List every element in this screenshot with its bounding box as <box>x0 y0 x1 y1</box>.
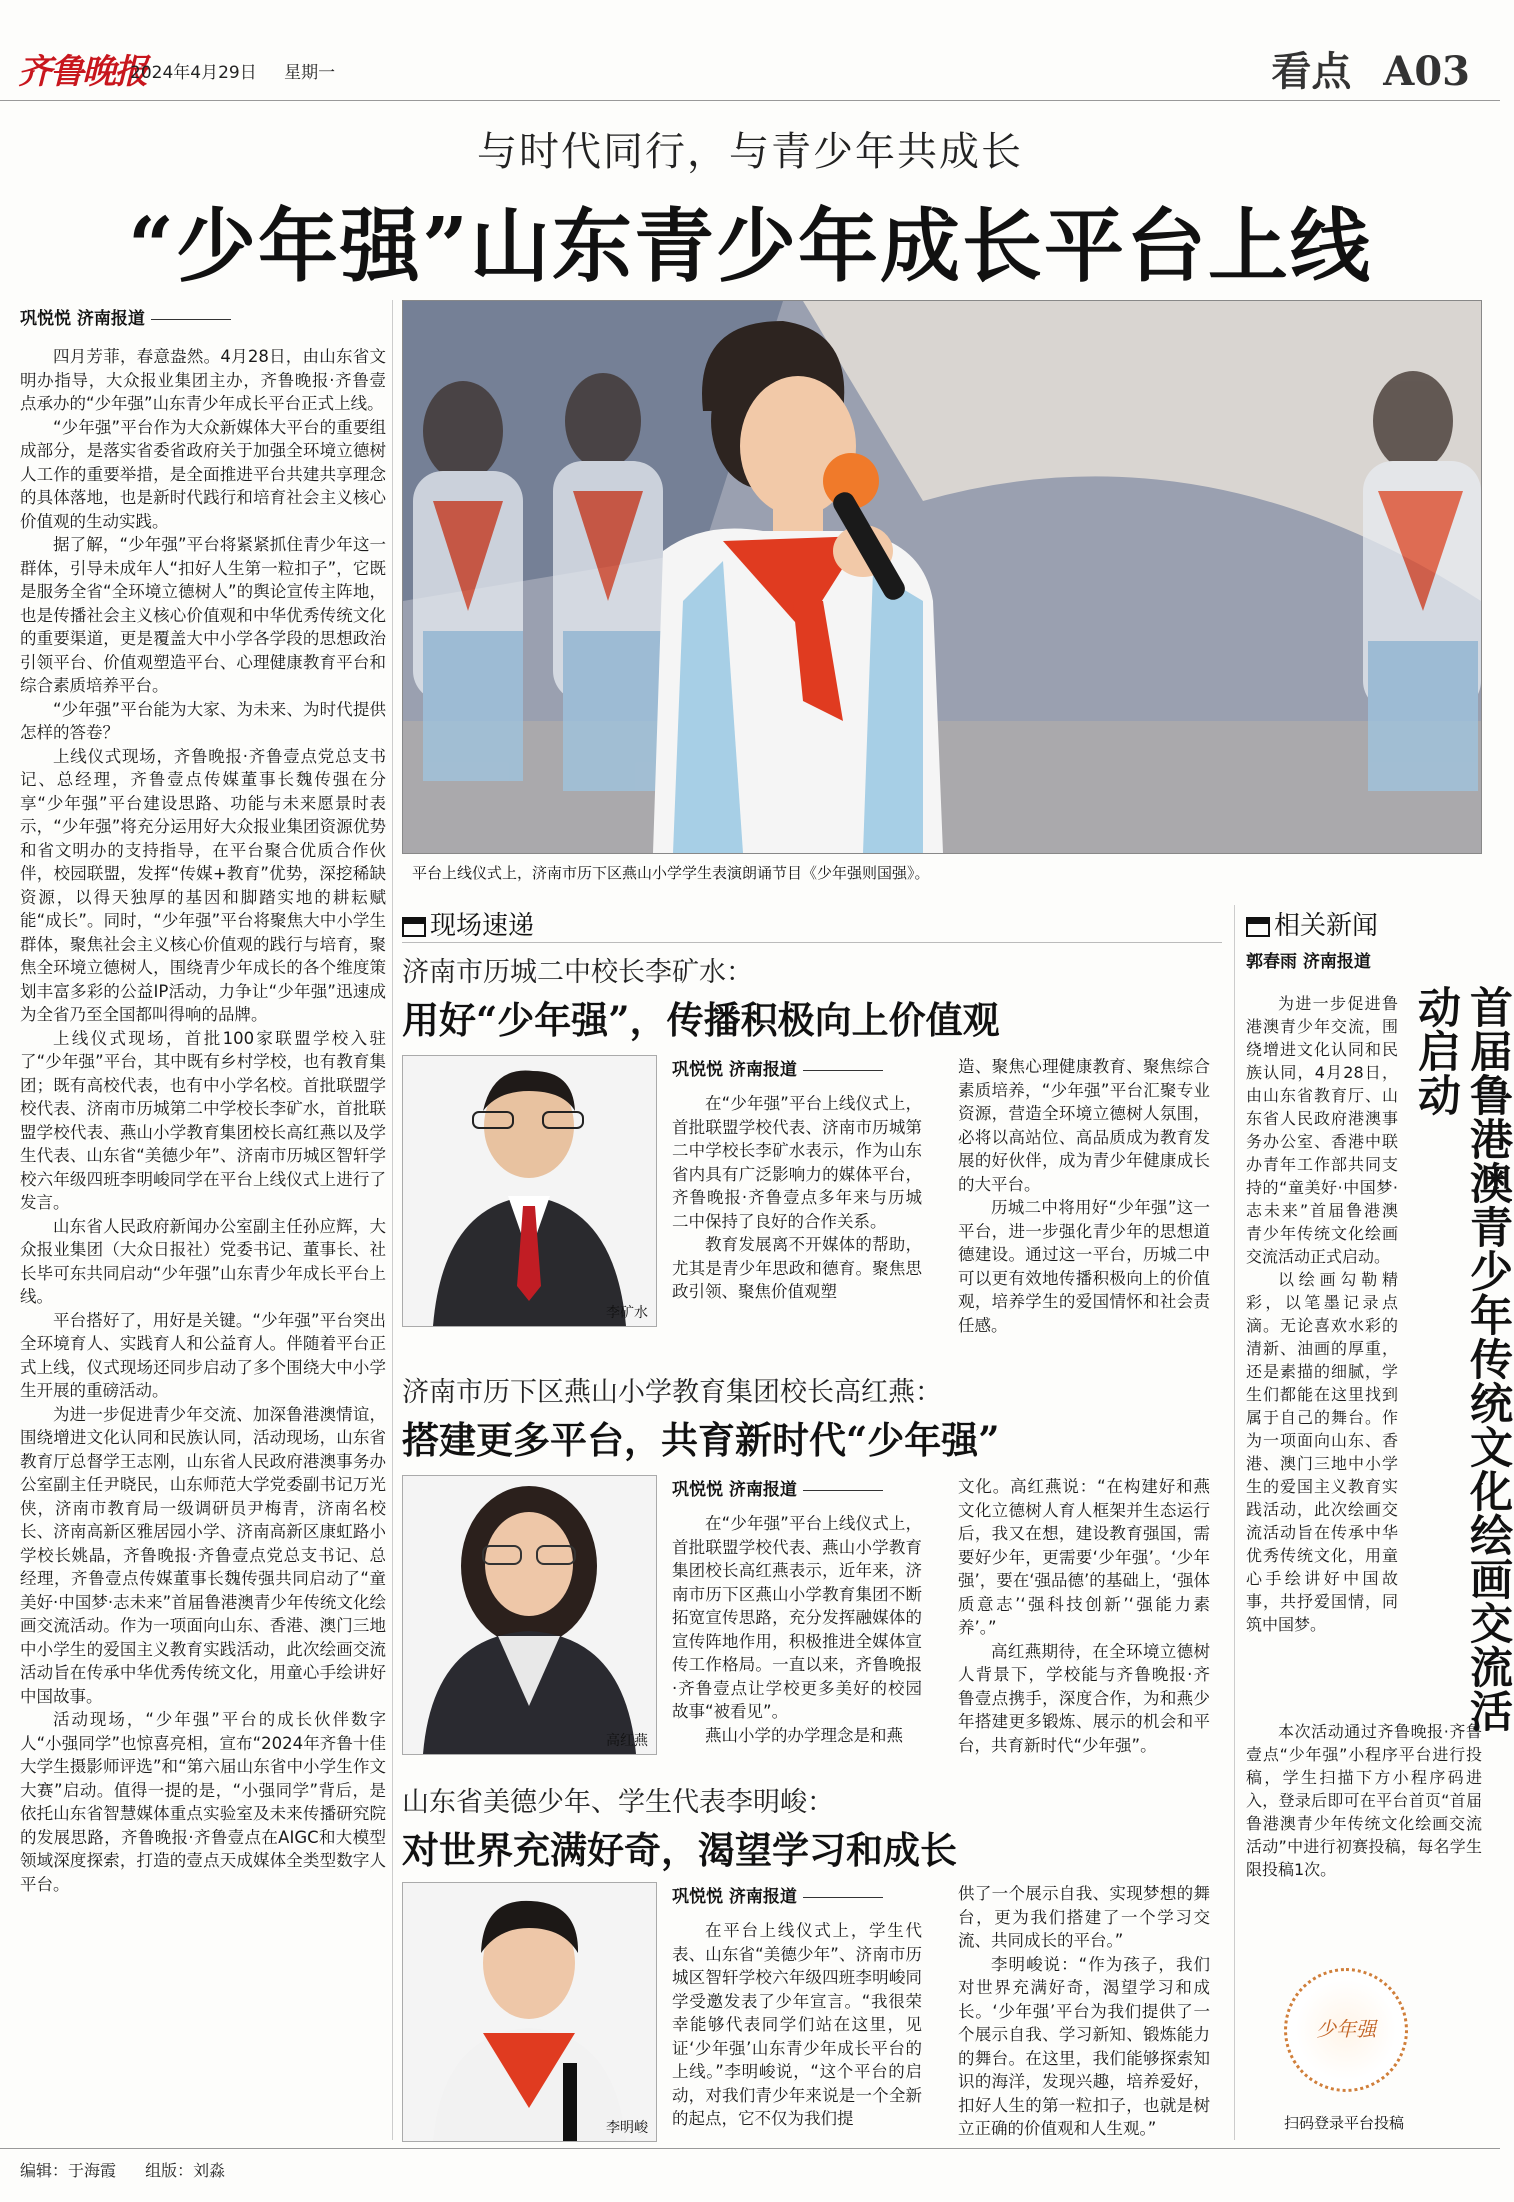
story1-portrait <box>402 1055 657 1327</box>
qr-caption: 扫码登录平台投稿 <box>1284 2114 1405 2132</box>
lead-headline: “少年强”山东青少年成长平台上线 <box>127 199 1373 293</box>
portrait-label: 高红燕 <box>606 1733 648 1749</box>
story3-kicker: 山东省美德少年、学生代表李明峻： <box>402 1787 834 1818</box>
layout-credit: 组版：刘淼 <box>145 2161 226 2180</box>
story-paragraph: 供了一个展示自我、实现梦想的舞台，更为我们搭建了一个学习交流、共同成长的平台。” <box>958 1884 1210 1950</box>
story-paragraph: 历城二中将用好“少年强”这一平台，进一步强化青少年的思想道德建设。通过这一平台，历城二中可以更有效地传播积极向上的价值观，培养学生的爱国情怀和社会责任感。 <box>958 1198 1210 1335</box>
story2-byline <box>672 1475 883 1500</box>
lead-paragraph: 平台搭好了，用好是关键。“少年强”平台突出全环境育人、实践育人和公益育人。伴随着平台正式上线，仪式现场还同步启动了多个围绕大中小学生开展的重磅活动。 <box>20 1310 386 1400</box>
masthead-divider <box>0 100 1500 101</box>
lead-paragraph: 四月芳菲，春意盎然。4月28日，由山东省文明办指导，大众报业集团主办，齐鲁晚报·齐鲁壹点承办的“少年强”山东青少年成长平台正式上线。 <box>20 347 386 413</box>
related-paragraph: 本次活动通过齐鲁晚报·齐鲁壹点“少年强”小程序平台进行投稿，学生扫描下方小程序码进入，登录后即可在平台首页“首届鲁港澳青少年传统文化绘画交流活动”中进行初赛投稿，每名学生限投稿1次。 <box>1246 1722 1482 1879</box>
page-number: A03 <box>1383 48 1470 95</box>
portrait-boy-illustration <box>403 1883 656 2141</box>
story-paragraph: 在平台上线仪式上，学生代表、山东省“美德少年”、济南市历城区智轩学校六年级四班李明峻同学受邀发表了少年宣言。“我很荣幸能够代表同学们站在这里，见证‘少年强’山东青少年成长平台的上线。”李明峻说，“这个平台的启动，对我们青少年来说是一个全新的起点，它不仅为我们提 <box>672 1921 922 2128</box>
lead-paragraph: 据了解，“少年强”平台将紧紧抓住青少年这一群体，引导未成年人“扣好人生第一粒扣子”，它既是服务全省“全环境立德树人”的舆论宣传主阵地，也是传播社会主义核心价值观和中华优秀传统文化的重要渠道，更是覆盖大中小学各学段的思想政治引领平台、价值观塑造平台、心理健康教育平台和综合素质培养平台。 <box>20 535 386 695</box>
section-box-icon <box>402 917 426 937</box>
hero-caption: 平台上线仪式上，济南市历下区燕山小学学生表演朗诵节目《少年强则国强》。 <box>412 864 930 882</box>
lead-paragraph: 山东省人民政府新闻办公室副主任孙应辉，大众报业集团（大众日报社）党委书记、董事长、社长毕可东共同启动“少年强”山东青少年成长平台上线。 <box>20 1216 386 1306</box>
story2-byline-text: 巩悦悦 济南报道 <box>672 1480 797 1500</box>
related-headline: 首届鲁港澳青少年传统文化绘画交流活动启动 <box>1411 985 1513 1733</box>
section-box-icon <box>1246 917 1270 937</box>
story3-portrait <box>402 1882 657 2142</box>
story3-byline <box>672 1882 883 1907</box>
lead-article-body <box>20 345 386 1896</box>
story-paragraph: 燕山小学的办学理念是和燕 <box>705 1725 903 1745</box>
mini-program-logo-text: 少年强 <box>1316 2017 1376 2041</box>
related-paragraph: 为进一步促进鲁港澳青少年交流，围绕增进文化认同和民族认同，4月28日，由山东省教育厅、山东省人民政府港澳事务办公室、香港中联办青年工作部共同支持的“童美好·中国梦·志未来”首届鲁港澳青少年传统文化绘画交流活动正式启动。 <box>1246 994 1398 1266</box>
story-paragraph: 李明峻说：“作为孩子，我们对世界充满好奇，渴望学习和成长。‘少年强’平台为我们提供了一个展示自我、学习新知、锻炼能力的舞台。在这里，我们能够探索知识的海洋，发现兴趣，培养爱好，扣好人生的第一粒扣子，也就是树立正确的价值观和人生观。” <box>958 1954 1210 2138</box>
story-paragraph: 造、聚焦心理健康教育、聚焦综合素质培养，“少年强”平台汇聚专业资源，营造全环境立德树人氛围，必将以高站位、高品质成为教育发展的好伙伴，成为青少年健康成长的大平台。 <box>958 1057 1210 1194</box>
story2-portrait <box>402 1475 657 1755</box>
story2-headline: 搭建更多平台，共育新时代“少年强” <box>402 1418 1000 1462</box>
story3-col2 <box>958 1882 1210 2141</box>
column-rule <box>1234 905 1235 2140</box>
portrait-label: 李矿水 <box>606 1305 648 1321</box>
story1-col1 <box>672 1092 922 1304</box>
story2-kicker: 济南市历下区燕山小学教育集团校长高红燕： <box>402 1377 942 1408</box>
hero-photo-illustration <box>403 301 1481 853</box>
story-paragraph: 在“少年强”平台上线仪式上，首批联盟学校代表、济南市历城第二中学校长李矿水表示，作为山东省内具有广泛影响力的媒体平台，齐鲁晚报·齐鲁壹点多年来与历城二中保持了良好的合作关系。 <box>672 1094 922 1231</box>
story-paragraph: 教育发展离不开媒体的帮助，尤其是青少年思政和德育。聚焦思政引领、聚焦价值观塑 <box>672 1235 922 1301</box>
story1-headline: 用好“少年强”，传播积极向上价值观 <box>402 998 1000 1042</box>
related-body-lower <box>1246 1720 1482 1881</box>
section-tag-text: 现场速递 <box>430 911 535 941</box>
related-body-upper <box>1246 992 1398 1636</box>
mini-program-code[interactable] <box>1284 1968 1408 2092</box>
issue-weekday: 星期一 <box>284 63 336 83</box>
lead-paragraph: 活动现场，“少年强”平台的成长伙伴数字人“小强同学”也惊喜亮相，宣布“2024年齐鲁十佳大学生摄影师评选”和“第六届山东省中小学生作文大赛”启动。值得一提的是，“小强同学”背后，是依托山东省智慧媒体重点实验室及未来传播研究院的发展思路，齐鲁晚报·齐鲁壹点在AIGC和大模型领域深度探索，打造的壹点天成媒体全类型数字人平台。 <box>20 1710 386 1894</box>
story1-byline-text: 巩悦悦 济南报道 <box>672 1060 797 1080</box>
editor-credit: 编辑：于海霞 <box>20 2161 117 2180</box>
portrait-man-illustration <box>403 1056 656 1326</box>
section-name: 看点 <box>1271 48 1352 95</box>
related-byline-text: 郭春雨 济南报道 <box>1246 952 1371 972</box>
story2-col2 <box>958 1475 1210 1757</box>
story3-col1 <box>672 1919 922 2131</box>
story-paragraph: 文化。高红燕说：“在构建好和燕文化立德树人育人框架并生态运行后，我又在想，建设教育强国，需要好少年，更需要‘少年强’。‘少年强’，要在‘强品德’的基础上，‘强体质意志’‘强科技创新’‘强能力素养’。” <box>958 1477 1210 1637</box>
lead-byline-text: 巩悦悦 济南报道 <box>20 309 145 329</box>
section-tag-field-news <box>402 905 534 942</box>
portrait-woman-illustration <box>403 1476 656 1754</box>
related-byline <box>1246 947 1371 972</box>
footer-divider <box>0 2148 1500 2149</box>
lead-byline <box>20 304 231 329</box>
related-paragraph: 以绘画勾勒精彩，以笔墨记录点滴。无论喜欢水彩的清新、油画的厚重，还是素描的细腻，学生们都能在这里找到属于自己的舞台。作为一项面向山东、香港、澳门三地中小学生的爱国主义教育实践活动，此次绘画交流活动旨在传承中华优秀传统文化，用童心手绘讲好中国故事，共抒爱国情，同筑中国梦。 <box>1246 1270 1398 1634</box>
story1-byline <box>672 1055 883 1080</box>
issue-date: 2024年4月29日 <box>130 63 257 83</box>
newspaper-logo: 齐鲁晚报 <box>18 52 146 92</box>
lead-paragraph: “少年强”平台能为大家、为未来、为时代提供怎样的答卷？ <box>20 699 386 742</box>
story3-headline: 对世界充满好奇，渴望学习和成长 <box>402 1828 957 1872</box>
section-tag-related-news <box>1246 905 1378 942</box>
hero-photo <box>402 300 1482 854</box>
story3-byline-text: 巩悦悦 济南报道 <box>672 1887 797 1907</box>
footer-credits <box>20 2158 249 2181</box>
lead-paragraph: 上线仪式现场，首批100家联盟学校入驻了“少年强”平台，其中既有乡村学校，也有教育集团；既有高校代表，也有中小学名校。首批联盟学校代表、济南市历城第二中学校长李矿水，首批联盟学校代表、燕山小学教育集团校长高红燕以及学生代表、山东省“美德少年”、济南市历城区智轩学校六年级四班李明峻同学在平台上线仪式上进行了发言。 <box>20 1028 386 1212</box>
story-paragraph: 高红燕期待，在全环境立德树人背景下，学校能与齐鲁晚报·齐鲁壹点携手，深度合作，为和燕少年搭建更多锻炼、展示的机会和平台，共育新时代“少年强”。 <box>958 1641 1210 1755</box>
story-paragraph: 在“少年强”平台上线仪式上，首批联盟学校代表、燕山小学教育集团校长高红燕表示，近年来，济南市历下区燕山小学教育集团不断拓宽宣传思路，充分发挥融媒体的宣传阵地作用，积极推进全媒体宣传工作格局。一直以来，齐鲁晚报·齐鲁壹点让学校更多美好的校园故事“被看见”。 <box>672 1514 922 1721</box>
portrait-label: 李明峻 <box>606 2120 648 2136</box>
section-tag-text: 相关新闻 <box>1274 911 1379 941</box>
column-rule <box>392 300 393 2140</box>
lead-kicker: 与时代同行，与青少年共成长 <box>477 129 1023 175</box>
masthead-meta <box>130 58 357 83</box>
story1-kicker: 济南市历城二中校长李矿水： <box>402 957 753 988</box>
page-section-label <box>1271 40 1470 97</box>
story2-col1 <box>672 1512 922 1747</box>
lead-paragraph: 上线仪式现场，齐鲁晚报·齐鲁壹点党总支书记、总经理，齐鲁壹点传媒董事长魏传强在分享“少年强”平台建设思路、功能与未来愿景时表示，“少年强”将充分运用好大众报业集团资源优势和省文明办的支持指导，在平台聚合优质合作伙伴，校园联盟，发挥“传媒+教育”优势，深挖稀缺资源，以得天独厚的基因和脚踏实地的耕耘赋能“成长”。同时，“少年强”平台将聚焦大中小学生群体，聚焦社会主义核心价值观的践行与培育，聚焦全环境立德树人，围绕青少年成长的各个维度策划丰富多彩的公益IP活动，力争让“少年强”迅速成为全省乃至全国都叫得响的品牌。 <box>20 746 386 1024</box>
lead-paragraph: “少年强”平台作为大众新媒体大平台的重要组成部分，是落实省委省政府关于加强全环境立德树人工作的重要举措，是全面推进平台共建共享理念的具体落地，也是新时代践行和培育社会主义核心价值观的生动实践。 <box>20 417 386 531</box>
lead-paragraph: 为进一步促进青少年交流、加深鲁港澳情谊，围绕增进文化认同和民族认同，活动现场，山东省教育厅总督学王志刚，山东省人民政府港澳事务办公室副主任尹晓民，山东师范大学党委副书记万光侠，济南市教育局一级调研员尹梅青，济南名校长、济南高新区雅居园小学、济南高新区康虹路小学校长姚晶，齐鲁晚报·齐鲁壹点党总支书记、总经理，齐鲁壹点传媒董事长魏传强共同启动了“童美好·中国梦·志未来”首届鲁港澳青少年传统文化绘画交流活动。作为一项面向山东、香港、澳门三地中小学生的爱国主义教育实践活动，此次绘画交流活动旨在传承中华优秀传统文化，用童心手绘讲好中国故事。 <box>20 1404 386 1706</box>
section-divider <box>402 942 1222 943</box>
story1-col2 <box>958 1055 1210 1337</box>
